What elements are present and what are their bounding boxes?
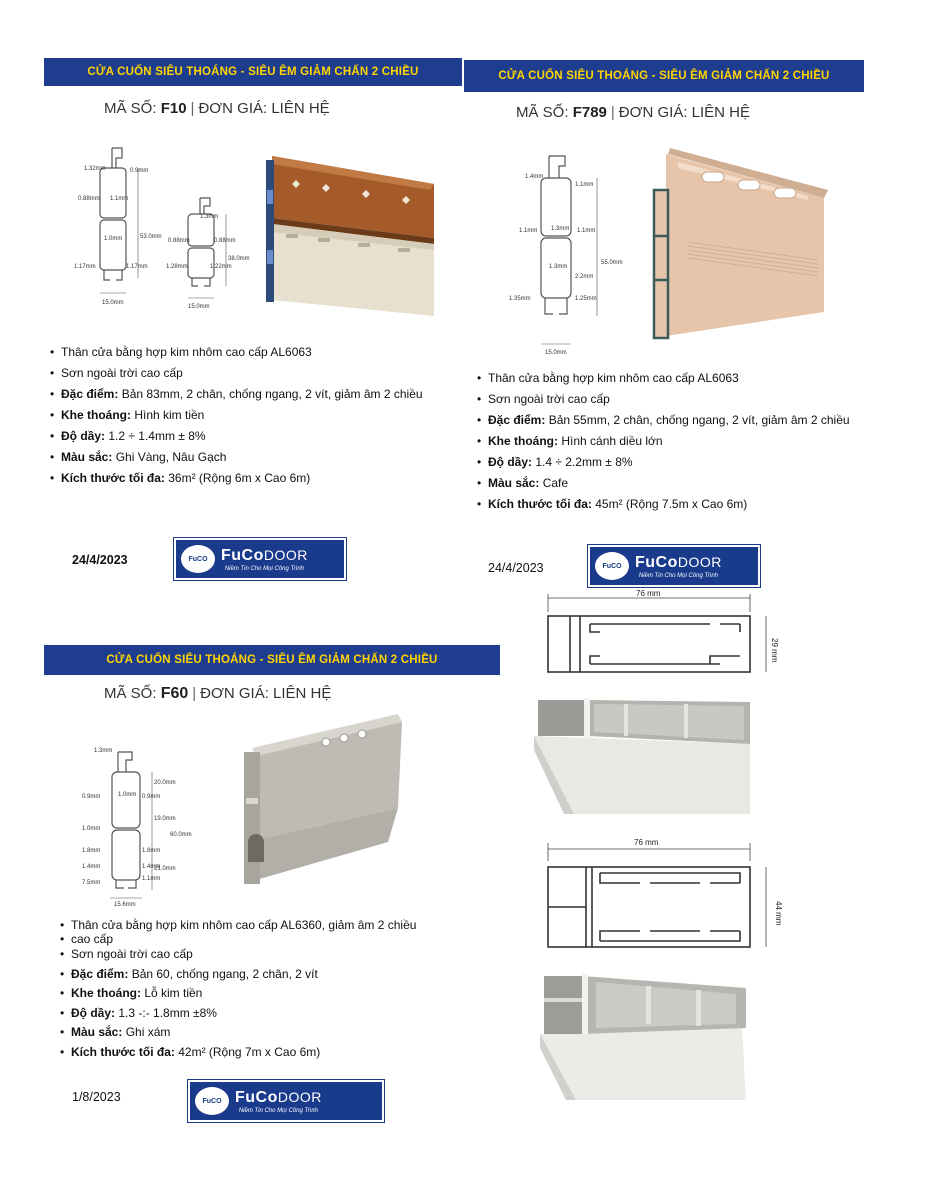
dim-label: 53.0mm (140, 234, 162, 240)
spec-item: • Sơn ngoài trời cao cấp (60, 945, 416, 965)
dim-label: 1.1mm (519, 228, 538, 234)
dim-label: 1.32mm (84, 166, 106, 172)
f60-panel-image (240, 712, 410, 892)
date-f789: 24/4/2023 (488, 561, 544, 575)
date-f60: 1/8/2023 (72, 1090, 121, 1104)
spec-item: • Thân cửa bằng hợp kim nhôm cao cấp AL6360, giảm âm 2 chiều (60, 916, 416, 936)
spec-item: • Độ dầy: 1.4 ÷ 2.2mm ± 8% (477, 452, 850, 473)
banner-f789: CỬA CUỐN SIÊU THOÁNG - SIÊU ÊM GIẢM CHẤN 2 CHIỀU (464, 60, 864, 92)
price-label: ĐƠN GIÁ: LIÊN HỆ (618, 104, 751, 121)
dim-label: 0.9mm (130, 168, 149, 174)
dim-label: 1.1mm (575, 182, 594, 188)
dim-label: 1.25mm (575, 296, 597, 302)
dim-label: 29 mm (770, 638, 779, 663)
product-code-f10: MÃ SỐ: F10 | ĐƠN GIÁ: LIÊN HỆ (104, 100, 330, 117)
spec-item: • Màu sắc: Ghi Vàng, Nâu Gạch (50, 447, 423, 468)
dim-label: 60.0mm (170, 832, 192, 838)
dim-label: 1.4mm (525, 174, 544, 180)
dim-label: 0.9mm (142, 794, 161, 800)
f10-spec-list (50, 342, 423, 489)
dim-label: 0.88mm (214, 238, 236, 244)
banner-f60: CỬA CUỐN SIÊU THOÁNG - SIÊU ÊM GIẢM CHẤN 2 CHIỀU (44, 645, 500, 675)
fucodoor-logo: FuCO FuCoDOOR Niềm Tin Cho Mọi Công Trình (188, 1080, 384, 1122)
dim-label: 1.35mm (509, 296, 531, 302)
code-value: F10 (160, 100, 187, 117)
dim-label: 1.17mm (74, 264, 96, 270)
dim-label: 1.0mm (104, 236, 123, 242)
dim-label: 0.88mm (78, 196, 100, 202)
dim-label: 1.28mm (166, 264, 188, 270)
f789-profile-drawing (505, 148, 635, 358)
spec-item: • Thân cửa bằng hợp kim nhôm cao cấp AL6063 (50, 342, 423, 363)
spec-item: • Màu sắc: Ghi xám (60, 1023, 416, 1043)
dim-label: 1.4mm (142, 864, 161, 870)
dim-label: 15.6mm (114, 902, 136, 908)
product-code-f789: MÃ SỐ: F789 | ĐƠN GIÁ: LIÊN HỆ (516, 104, 751, 121)
dim-label: 1.3mm (200, 214, 219, 220)
dim-label: 76 mm (636, 589, 661, 598)
f60-profile-drawing (80, 740, 200, 908)
spec-item: • Thân cửa bằng hợp kim nhôm cao cấp AL6063 (477, 368, 850, 389)
f10-profile-drawing (60, 138, 260, 318)
dim-label: 15.0mm (188, 304, 210, 310)
f60-spec-list (60, 916, 416, 1062)
spec-item: • Khe thoáng: Hình cánh diều lớn (477, 431, 850, 452)
dim-label: 55.0mm (601, 260, 623, 266)
price-label: ĐƠN GIÁ: LIÊN HỆ (200, 685, 332, 702)
f789-spec-list (477, 368, 850, 515)
globe-emblem-icon: FuCO (595, 552, 629, 580)
dim-label: 19.0mm (154, 816, 176, 822)
spec-item: • Kích thước tối đa: 45m² (Rộng 7.5m x Cao 6m) (477, 494, 850, 515)
spec-item: • Sơn ngoài trời cao cấp (477, 389, 850, 410)
dim-label: 44 mm (774, 901, 783, 926)
dim-label: 1.1mm (142, 876, 161, 882)
dim-label: 0.9mm (82, 794, 101, 800)
dim-label: 1.3mm (551, 226, 570, 232)
dim-label: 1.17mm (126, 264, 148, 270)
spec-item: • Đặc điểm: Bản 83mm, 2 chân, chống ngang, 2 vít, giảm âm 2 chiều (50, 384, 423, 405)
f789-panel-image (648, 140, 838, 340)
dim-label: 1.0mm (118, 792, 137, 798)
fucodoor-logo: FuCO FuCoDOOR Niềm Tin Cho Mọi Công Trình (174, 538, 346, 580)
dim-label: 1.8mm (82, 848, 101, 854)
profile-76x44-drawing (540, 835, 790, 955)
spec-item: • Sơn ngoài trời cao cấp (50, 363, 423, 384)
spec-item: • Độ dầy: 1.3 -:- 1.8mm ±8% (60, 1004, 416, 1024)
product-code-f60: MÃ SỐ: F60 | ĐƠN GIÁ: LIÊN HỆ (104, 685, 332, 702)
spec-item: • Đặc điểm: Bản 60, chống ngang, 2 chân, 2 vít (60, 965, 416, 985)
dim-label: 20.0mm (154, 780, 176, 786)
dim-label: 7.5mm (82, 880, 101, 886)
spec-item: • Kích thước tối đa: 42m² (Rộng 7m x Cao 6m) (60, 1043, 416, 1063)
dim-label: 15.0mm (545, 350, 567, 356)
dim-label: 21.0mm (154, 866, 176, 872)
spec-item: • Kích thước tối đa: 36m² (Rộng 6m x Cao 6m) (50, 468, 423, 489)
profile-76x44-render (536, 968, 766, 1103)
dim-label: 1.3mm (94, 748, 113, 754)
price-label: ĐƠN GIÁ: LIÊN HỆ (198, 100, 330, 117)
spec-item: • Độ dầy: 1.2 ÷ 1.4mm ± 8% (50, 426, 423, 447)
date-f10: 24/4/2023 (72, 553, 128, 567)
fucodoor-logo: FuCO FuCoDOOR Niềm Tin Cho Mọi Công Trình (588, 545, 760, 587)
globe-emblem-icon: FuCO (181, 545, 215, 573)
dim-label: 1.1mm (577, 228, 596, 234)
dim-label: 1.3mm (549, 264, 568, 270)
dim-label: 15.0mm (102, 300, 124, 306)
code-value: F789 (572, 104, 607, 121)
spec-item: • cao cấp (60, 930, 416, 950)
dim-label: 1.0mm (82, 826, 101, 832)
dim-label: 2.2mm (575, 274, 594, 280)
dim-label: 0.88mm (168, 238, 190, 244)
profile-76x29-render (534, 690, 764, 820)
dim-label: 1.8mm (142, 848, 161, 854)
banner-f10: CỬA CUỐN SIÊU THOÁNG - SIÊU ÊM GIẢM CHẤN 2 CHIỀU (44, 58, 462, 86)
dim-label: 1.4mm (82, 864, 101, 870)
f10-panel-image (262, 150, 442, 325)
spec-item: • Đặc điểm: Bản 55mm, 2 chân, chống ngang, 2 vít, giảm âm 2 chiều (477, 410, 850, 431)
spec-item: • Màu sắc: Cafe (477, 473, 850, 494)
code-value: F60 (160, 685, 189, 702)
dim-label: 76 mm (634, 838, 659, 847)
dim-label: 1.1mm (110, 196, 129, 202)
profile-76x29-drawing (540, 588, 790, 678)
dim-label: 38.0mm (228, 256, 250, 262)
spec-item: • Khe thoáng: Lỗ kim tiền (60, 984, 416, 1004)
spec-item: • Khe thoáng: Hình kim tiền (50, 405, 423, 426)
dim-label: 1.22mm (210, 264, 232, 270)
globe-emblem-icon: FuCO (195, 1087, 229, 1115)
